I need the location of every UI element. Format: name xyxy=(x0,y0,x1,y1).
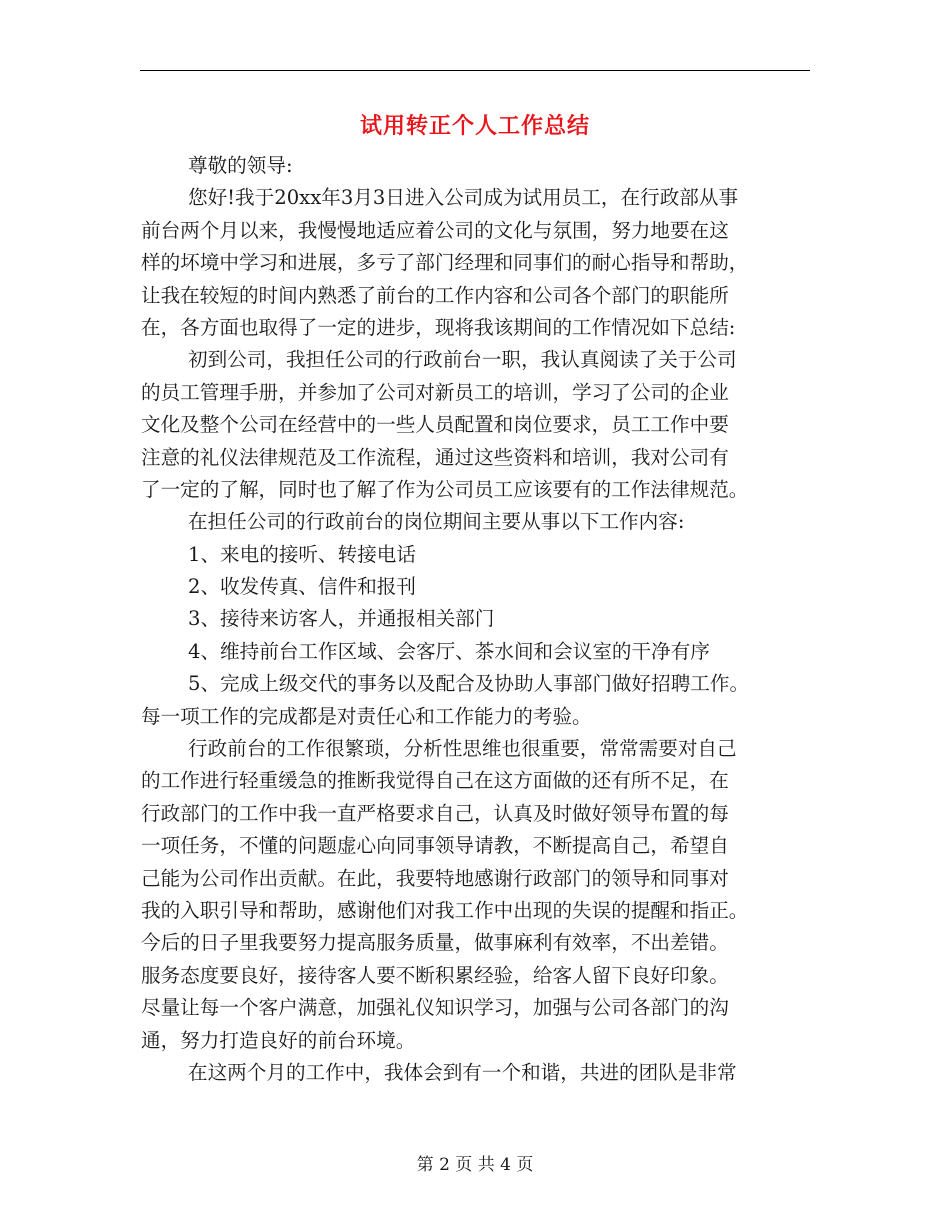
body-line: 通，努力打造良好的前台环境。 xyxy=(141,1028,416,1052)
list-item: 4、维持前台工作区域、会客厅、茶水间和会议室的干净有序 xyxy=(188,639,710,663)
body-line: 行政部门的工作中我一直严格要求自己，认真及时做好领导布置的每 xyxy=(141,801,729,825)
body-line: 行政前台的工作很繁琐，分析性思维也很重要，常常需要对自己 xyxy=(188,737,737,761)
list-item: 3、接待来访客人，并通报相关部门 xyxy=(188,607,495,631)
body-line: 一项任务，不懂的问题虚心向同事领导请教，不断提高自己，希望自 xyxy=(141,834,729,858)
header-rule xyxy=(140,70,810,71)
body-line: 前台两个月以来，我慢慢地适应着公司的文化与氛围，努力地要在这 xyxy=(141,218,729,242)
body-line: 注意的礼仪法律规范及工作流程，通过这些资料和培训，我对公司有 xyxy=(141,445,729,469)
body-line: 我的入职引导和帮助，感谢他们对我工作中出现的失误的提醒和指正。 xyxy=(141,898,749,922)
body-line: 的工作进行轻重缓急的推断我觉得自己在这方面做的还有所不足，在 xyxy=(141,769,729,793)
list-item: 5、完成上级交代的事务以及配合及协助人事部门做好招聘工作。 xyxy=(188,672,750,696)
list-item: 1、来电的接听、转接电话 xyxy=(188,542,416,566)
body-line: 您好!我于20xx年3月3日进入公司成为试用员工，在行政部从事 xyxy=(188,186,739,210)
body-line: 服务态度要良好，接待客人要不断积累经验，给客人留下良好印象。 xyxy=(141,963,729,987)
body-line: 样的坏境中学习和进展，多亏了部门经理和同事们的耐心指导和帮助， xyxy=(141,251,749,275)
body-line: 在，各方面也取得了一定的进步，现将我该期间的工作情况如下总结: xyxy=(141,315,736,339)
body-line: 初到公司，我担任公司的行政前台一职，我认真阅读了关于公司 xyxy=(188,348,737,372)
body-line: 今后的日子里我要努力提高服务质量，做事麻利有效率，不出差错。 xyxy=(141,931,729,955)
body-line: 在这两个月的工作中，我体会到有一个和谐，共进的团队是非常 xyxy=(188,1060,737,1084)
body-line: 尽量让每一个客户满意，加强礼仪知识学习，加强与公司各部门的沟 xyxy=(141,996,729,1020)
body-line: 每一项工作的完成都是对责任心和工作能力的考验。 xyxy=(141,704,592,728)
page-number-footer: 第 2 页 共 4 页 xyxy=(416,1155,534,1175)
document-body xyxy=(141,150,813,1089)
body-line: 尊敬的领导: xyxy=(188,154,293,177)
list-item: 2、收发传真、信件和报刊 xyxy=(188,575,416,599)
body-line: 的员工管理手册，并参加了公司对新员工的培训，学习了公司的企业 xyxy=(141,380,729,404)
body-line: 让我在较短的时间内熟悉了前台的工作内容和公司各个部门的职能所 xyxy=(141,283,729,307)
document-title: 试用转正个人工作总结 xyxy=(359,113,590,139)
body-line: 己能为公司作出贡献。在此，我要特地感谢行政部门的领导和同事对 xyxy=(141,866,729,890)
body-line: 了一定的了解，同时也了解了作为公司员工应该要有的工作法律规范。 xyxy=(141,477,749,501)
body-line: 文化及整个公司在经营中的一些人员配置和岗位要求，员工工作中要 xyxy=(141,413,729,437)
body-line: 在担任公司的行政前台的岗位期间主要从事以下工作内容: xyxy=(188,510,685,534)
